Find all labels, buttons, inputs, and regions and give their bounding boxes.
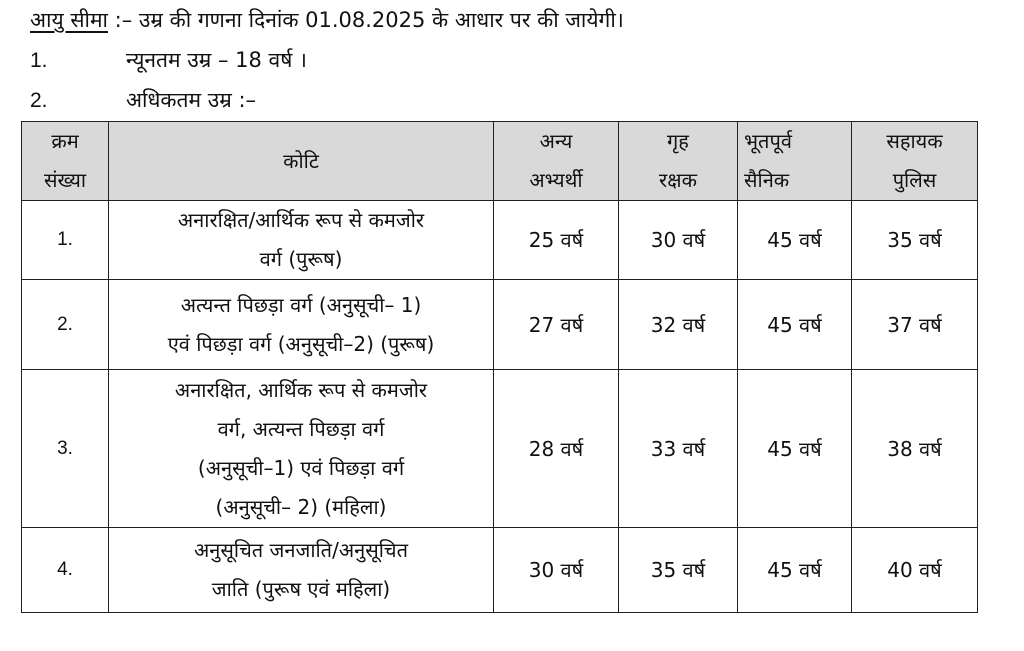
category-text: वर्ग (पुरूष) [259, 247, 343, 271]
item-text: अधिकतम उम्र :– [126, 88, 257, 112]
home-guard-cell: 33 वर्ष [619, 370, 738, 528]
category-text: एवं पिछड़ा वर्ग (अनुसूची–2) (पुरूष) [167, 331, 435, 356]
category-text: अनारक्षित/आर्थिक रूप से कमजोर [177, 208, 425, 232]
header-text: भूतपूर्व [744, 129, 792, 153]
header-category [109, 122, 494, 201]
home-guard-cell: 32 वर्ष [619, 280, 738, 370]
item-number: 1. [30, 49, 48, 72]
header-text: अन्य [539, 129, 573, 153]
header-text: क्रम [51, 129, 79, 153]
other-candidates-cell: 27 वर्ष [494, 280, 619, 370]
serial-number-cell: 4. [22, 528, 109, 613]
category-cell [109, 370, 494, 528]
category-text: (अनुसूची– 2) (महिला) [215, 494, 387, 519]
header-serial-number [22, 122, 109, 201]
category-text: अनुसूचित जनजाति/अनुसूचित [194, 538, 408, 562]
category-text: जाति (पुरूष एवं महिला) [211, 577, 391, 601]
header-text: रक्षक [659, 168, 697, 192]
category-cell [109, 280, 494, 370]
assistant-police-cell: 40 वर्ष [852, 528, 978, 613]
category-cell [109, 201, 494, 280]
header-other-candidates [494, 122, 619, 201]
age-limit-table [21, 121, 978, 613]
header-text: सैनिक [744, 168, 790, 192]
min-age-item [30, 46, 307, 75]
home-guard-cell: 35 वर्ष [619, 528, 738, 613]
category-text: वर्ग, अत्यन्त पिछड़ा वर्ग [217, 416, 385, 441]
assistant-police-cell: 35 वर्ष [852, 201, 978, 280]
serial-number-cell: 2. [22, 280, 109, 370]
category-text: अनारक्षित, आर्थिक रूप से कमजोर [174, 377, 428, 402]
other-candidates-cell: 28 वर्ष [494, 370, 619, 528]
header-ex-serviceman [738, 122, 852, 201]
home-guard-cell: 30 वर्ष [619, 201, 738, 280]
max-age-item [30, 86, 256, 115]
age-limit-text: :– उम्र की गणना दिनांक 01.08.2025 के आधार पर की जायेगी। [107, 8, 624, 32]
item-text: न्यूनतम उम्र – 18 वर्ष । [126, 48, 307, 72]
header-text: गृह [667, 129, 689, 153]
header-text: पुलिस [892, 168, 937, 192]
category-text: (अनुसूची–1) एवं पिछड़ा वर्ग [197, 455, 405, 480]
header-assistant-police [852, 122, 978, 201]
age-limit-heading [30, 6, 624, 34]
header-text: सहायक [886, 129, 943, 153]
ex-serviceman-cell: 45 वर्ष [738, 201, 852, 280]
assistant-police-cell: 37 वर्ष [852, 280, 978, 370]
header-text: कोटि [283, 149, 319, 173]
table-header-row [22, 122, 978, 201]
other-candidates-cell: 25 वर्ष [494, 201, 619, 280]
table-row [22, 370, 978, 528]
table-row [22, 528, 978, 613]
ex-serviceman-cell: 45 वर्ष [738, 280, 852, 370]
table-row [22, 201, 978, 280]
serial-number-cell: 3. [22, 370, 109, 528]
category-text: अत्यन्त पिछड़ा वर्ग (अनुसूची– 1) [180, 292, 422, 317]
header-home-guard [619, 122, 738, 201]
age-limit-label: आयु सीमा [30, 8, 108, 32]
header-text: अभ्यर्थी [529, 168, 583, 192]
assistant-police-cell: 38 वर्ष [852, 370, 978, 528]
serial-number-cell: 1. [22, 201, 109, 280]
header-text: संख्या [44, 168, 86, 192]
other-candidates-cell: 30 वर्ष [494, 528, 619, 613]
category-cell [109, 528, 494, 613]
table-row [22, 280, 978, 370]
ex-serviceman-cell: 45 वर्ष [738, 370, 852, 528]
item-number: 2. [30, 89, 48, 112]
ex-serviceman-cell: 45 वर्ष [738, 528, 852, 613]
